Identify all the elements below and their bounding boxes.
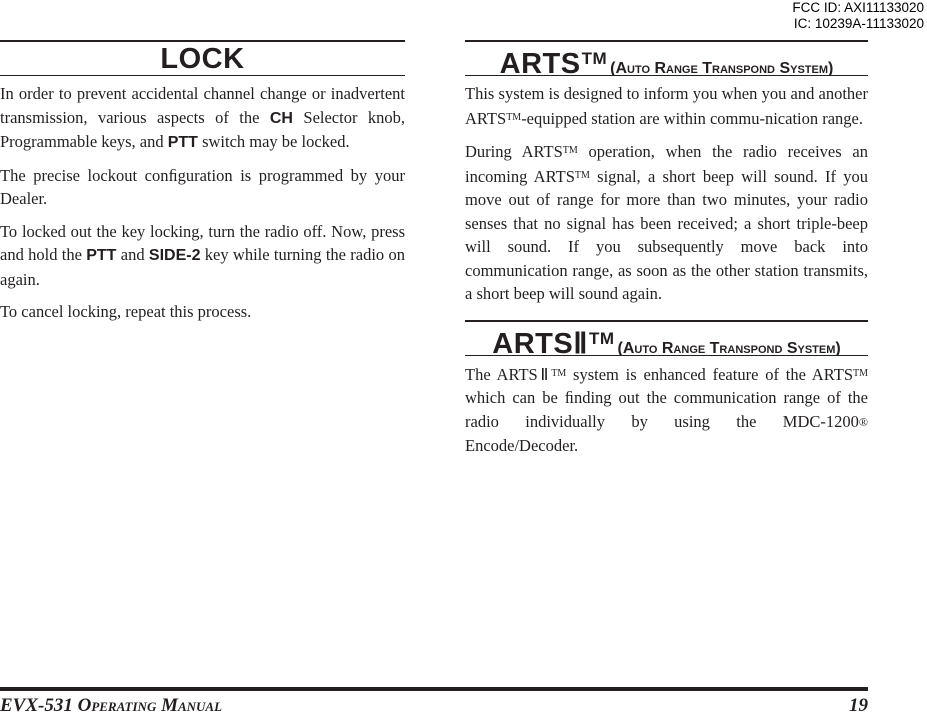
text-run: operation, when the radio receives an incoming ARTS	[465, 142, 868, 186]
lock-paragraph-2: The precise lockout conﬁguration is programmed by your Dealer.	[0, 165, 405, 208]
text-run: In order to prevent accidental channel change or inadvertent transmission, various aspects of the	[0, 84, 405, 127]
lock-paragraph-3	[0, 220, 405, 292]
trademark-mark: TM	[853, 367, 868, 379]
ch-key-label: CH	[269, 109, 293, 127]
arts2-subtitle: (Auto Range Transpond System)	[617, 339, 841, 356]
text-run: system is enhanced feature of the ARTS	[566, 364, 853, 384]
arts-title-text: ARTS	[499, 48, 581, 76]
text-run: and	[116, 245, 149, 264]
page-number: 19	[849, 695, 868, 716]
arts2-paragraph-1	[465, 362, 868, 458]
ptt-key-label: PTT	[167, 134, 198, 151]
trademark-mark: TM	[581, 49, 608, 68]
trademark-mark: TM	[574, 169, 590, 181]
text-run: This system is designed to inform you when you and another ARTS	[465, 84, 868, 128]
lock-heading	[0, 40, 405, 76]
lock-paragraph-4: To cancel locking, repeat this process.	[0, 302, 252, 321]
trademark-mark: TM	[551, 367, 567, 379]
ptt-key-label: PTT	[86, 247, 117, 264]
text-run: During ARTS	[465, 142, 563, 161]
lock-title: LOCK	[160, 43, 245, 75]
arts-paragraph-2	[465, 139, 868, 306]
footer-manual-title: EVX-531 Operating Manual	[0, 695, 223, 716]
arts-paragraph-1	[465, 82, 868, 130]
text-run: The ARTSⅡ	[465, 364, 552, 384]
text-run: key while turning the radio on again.	[0, 245, 405, 289]
side-2-key-label: SIDE-2	[148, 247, 201, 264]
arts2-title-text: ARTSⅡ	[492, 327, 588, 356]
trademark-mark: TM	[506, 111, 522, 123]
text-run: switch may be locked.	[197, 132, 350, 151]
arts-subtitle: (Auto Range Transpond System)	[610, 60, 834, 76]
text-run: signal, a short beep will sound. If you move out of range for more than two minutes, your radio senses that no signal has been received; a short triple-beep will sound. If you subsequently move back into communication range, as soon as the other station transmits, a short beep will sound again.	[465, 166, 868, 303]
trademark-mark: TM	[562, 145, 578, 156]
text-run: Selector knob, Programmable keys, and	[0, 107, 406, 151]
arts2-title	[492, 328, 614, 356]
fcc-id-label	[792, 0, 924, 32]
text-run: which can be ﬁnding out the communication range of the radio individually by using the MDC-1200	[465, 388, 868, 431]
registered-mark: ®	[858, 414, 868, 429]
arts-title	[500, 48, 608, 76]
arts2-heading	[465, 320, 868, 356]
footer-rule	[0, 687, 868, 691]
lock-paragraph-1	[0, 82, 405, 155]
arts-heading	[465, 40, 868, 76]
fcc-id: FCC ID: AXI11133020	[792, 0, 924, 15]
ic-id: IC: 10239A-11133020	[793, 16, 924, 31]
arts-section	[465, 40, 868, 458]
text-run: To locked out the key locking, turn the radio off. Now, press and hold the	[0, 221, 405, 264]
text-run: -equipped station are within commu-nication range.	[521, 108, 863, 128]
lock-section	[0, 40, 405, 324]
text-run: Encode/Decoder.	[465, 436, 579, 455]
trademark-mark: TM	[588, 328, 615, 348]
